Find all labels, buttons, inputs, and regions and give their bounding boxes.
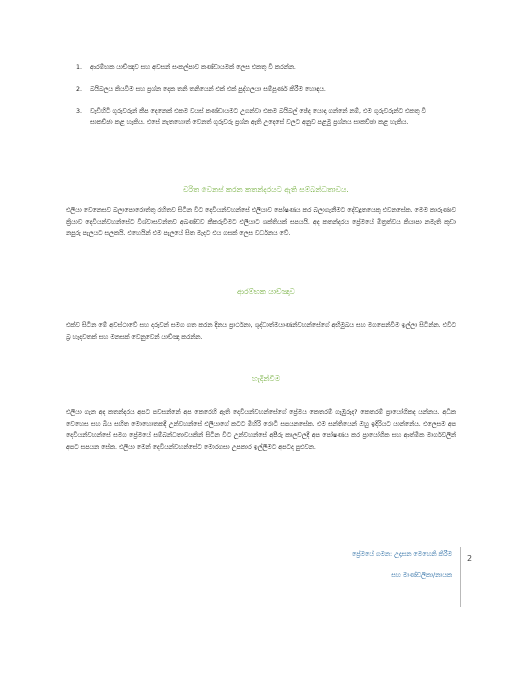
section-body-introduction: එලියා ගැන අද කතන්දරය අපට පවසන්නේ අප කෙරෙහි ඇති දෙවියන්වහන්සේගේ ප්‍රේමය කෙතරම් ගැඹුරුද? කෙතරම් ප්‍රායෝගිකද යන්නය. අධික වෙහෙස සහ බිය සහිත මොහොතකදී උන්වහන්සේ එලියාගේ කටට මිහිරි රොටි සපයනසේක. එම සන්තියෙන් ඔහු ඉදිරියට යාන්නේය. එලෙසම අප දෙවියන්වහන්සේ සමග ප්‍රේමයේ සම්බන්ධතාවයකින් සිටින විට උන්වහන්සේ අපීරු කාලවලදී අප පෝෂණය කර ප්‍රායෝගික සහ ආත්මික මාර්ගවලින් අපට සපයන සේක. එලියා මෙන් දෙවියන්වහන්සේට මොරගසා උපකාර ඉල්ලීමට අපටද පුළුවන. [66, 409, 456, 451]
list-item-number: 1. [76, 64, 83, 71]
list-item [70, 62, 440, 73]
page-number: 2 [467, 554, 473, 563]
list-item-text: ආරම්භක යාච්ඤාව සහ අවසන් සංකල්පාව කණ්ඩායමක් ලෙස එකතු වී කරන්න. [90, 64, 296, 71]
list-item [70, 106, 440, 128]
list-item-number: 3. [76, 108, 83, 115]
list-item [70, 84, 440, 95]
section-heading-connection: චරිත වෙනස් කරන කතන්දරයට ඇති සම්බන්ධතාවය. [183, 185, 349, 194]
list-item-text: වැඩිහිටි ගුරුවරුන් කීප දෙනෙක් එකම වයස් කණ්ඩායමට උගන්වා එකම බයිබල් ඡේද යොදා ගන්නේ නම්, එම ගුරුවරුන්ට එකතු වී සාකච්ඡා කළ හැකිය. එසේ නැතහොත් වෙනත් ගුරුවරු ප්‍රශ්න ඇති උදෙසේ වලට අනුව පළමු ප්‍රශ්නය සාකච්ඡා කළ හැකිය. [90, 108, 427, 126]
section-body-opening-prayer: එක්ව සිටින මේ අවස්ථාවේ සහ දරුවන් සමග ගත කරන දිනය ප්‍රාර්ථනා, ශුද්ධාත්මයාණන්වහන්සේගේ අභිමුඛය සහ මගපෙන්වීම ඉල්ලා සිටින්න. එවිට බ්‍ර හැදවතක් සහ මනසක් වෙනුවෙන් යාච්ඤා කරන්න. [66, 322, 456, 341]
footer-subtitle: සහ මාණ්ඩලිකා/නායක [391, 572, 452, 579]
section-heading-opening-prayer: ආරම්භක යාච්ඤාව [237, 287, 295, 296]
section-body-connection: එලියා වෙනෙසව බලාපොරොත්තු රහිතව සිටින විට දෙවියන්වහන්සේ එලියාව පෝෂණය කර බලාගැනීමට දේවදූතයෙකු එවනසේක. මෙම කාරුණාව ක්‍රියාව දෙවියන්වහන්සේට විශ්වාසවන්තව අඛණ්ඩව කීකරුවීමට එලියාට ශක්තියක් සපයයි. අද කතන්දරය ප්‍රේමයේ මිත්‍රත්වය කියාපා නමැති කුඩා නපුරු පැලයට සලකයි. එහෙයින් එම පැලයේ සිත මැදට එය ගසක් ලෙස වර්ධනය වේ. [66, 207, 456, 237]
footer-title: ප්‍රේමයේ ගමන: උදෑසන මෙහෙනි කිරීම [351, 551, 452, 558]
section-heading-introduction: හැදින්වීම [251, 374, 281, 383]
footer-divider [460, 547, 461, 607]
list-item-text: බයිබලය කියවීම සහ ප්‍රශ්න දෙක තනි තනියෙන් එක් එක් පුද්ගලයා සම්පූර්ණ කිරීම හොඳය. [90, 86, 326, 93]
list-item-number: 2. [76, 86, 83, 93]
instruction-list [70, 62, 440, 139]
